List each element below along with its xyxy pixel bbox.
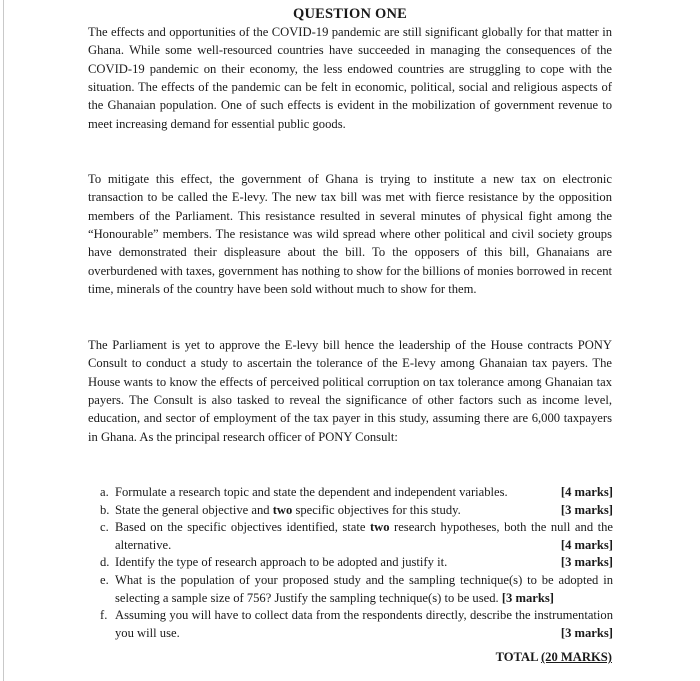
sub-question-text (115, 572, 613, 607)
page-edge-divider (3, 0, 4, 681)
text-segment: What is the population of your proposed study and the sampling technique(s) to be adopted in selecting a sample size of 756? Justify the sampling technique(s) to be used. (115, 572, 613, 605)
sub-question-text (115, 607, 613, 642)
sub-question-text (115, 519, 613, 554)
paragraph-3: The Parliament is yet to approve the E-levy bill hence the leadership of the House contracts PONY Consult to conduct a study to ascertain the tolerance of the E-levy among Ghanaian tax payers. The House wants to know the effects of perceived political corruption on tax tolerance among Ghanaian tax payers. The Consult is also tasked to reveal the significance of other factors such as income level, education, and sector of employment of the tax payer in this study, assuming there are 6,000 taxpayers in Ghana. As the principal research officer of PONY Consult: (88, 338, 612, 444)
text-segment: Based on the specific objectives identified, state (115, 520, 370, 535)
total-marks (496, 650, 612, 665)
total-label: TOTAL (495, 650, 541, 664)
marks-label: [3 marks] (560, 555, 613, 570)
sub-question-a (100, 484, 613, 502)
total-value: (20 MARKS) (540, 650, 612, 664)
text-segment: Assuming you will have to collect data from the respondents directly, describe the instrumentation you will use. (115, 608, 613, 640)
sub-question-text: Identify the type of research approach to be adopted and justify it. (115, 555, 448, 570)
sub-question-f (100, 607, 613, 642)
question-heading: QUESTION ONE (293, 6, 407, 22)
sub-question-d (100, 554, 613, 572)
marks-label: [4 marks] (560, 537, 613, 552)
bold-word: two (369, 520, 390, 535)
sub-question-b (100, 502, 613, 520)
text-segment: State the general objective and (115, 502, 273, 517)
bold-word: two (272, 502, 293, 517)
sub-question-letter: d. (100, 555, 110, 570)
sub-question-letter: a. (100, 485, 109, 499)
marks-label: [3 marks] (501, 590, 554, 605)
paragraph-2: To mitigate this effect, the government of Ghana is trying to institute a new tax on electronic transaction to be called the E-levy. The new tax bill was met with fierce resistance by the opposition members of the Parliament. This resistance resulted in several minutes of physical fight among the “Honourable” members. The resistance was wild spread where other political and civil society groups have demonstrated their displeasure about the bill. To the opposers of this bill, Ghanaians are overburdened with taxes, government has nothing to show for the billions of monies borrowed in recent time, minerals of the country have been sold without much to show for them. (88, 172, 612, 297)
sub-question-letter: c. (100, 520, 109, 535)
sub-question-c (100, 519, 613, 554)
marks-label: [3 marks] (560, 502, 613, 517)
sub-question-letter: b. (100, 502, 110, 517)
sub-question-letter: f. (100, 608, 108, 623)
marks-label: [3 marks] (560, 625, 613, 640)
text-segment: research hypotheses, both the null and the alternative. (115, 520, 613, 552)
sub-question-text (115, 503, 461, 517)
sub-question-e (100, 572, 613, 607)
sub-question-letter: e. (100, 572, 109, 587)
marks-label: [4 marks] (560, 485, 613, 499)
sub-question-text: Formulate a research topic and state the dependent and independent variables. (115, 485, 508, 499)
paragraph-1: The effects and opportunities of the COVID-19 pandemic are still significant globally for that matter in Ghana. While some well-resourced countries have succeeded in managing the consequences of the COVID-19 pandemic on their economy, the less endowed countries are struggling to cope with the situation. The effects of the pandemic can be felt in economic, political, social and religious aspects of the Ghanaian population. One of such effects is evident in the mobilization of government revenue to meet increasing demand for essential public goods. (88, 25, 612, 131)
text-segment: specific objectives for this study. (292, 502, 461, 517)
sub-question-list (100, 484, 613, 642)
